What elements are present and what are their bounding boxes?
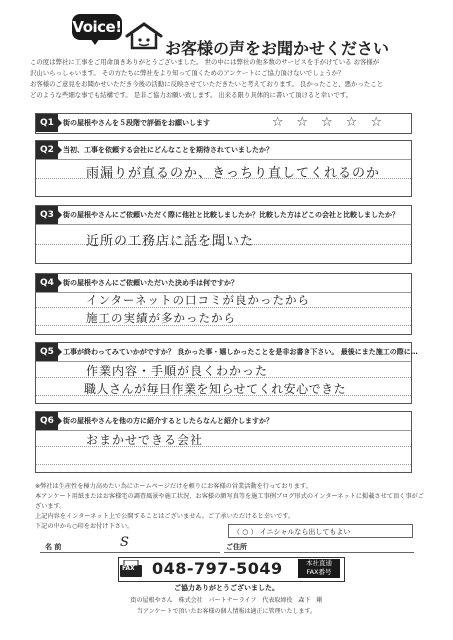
name-field[interactable] (40, 552, 220, 553)
intro-line: この度は弊社に工事をご用命頂きありがとうございました。 世の中には弊社の他多数のサービスを手がけている お客様が (30, 58, 380, 66)
voice-bubble: Voice! (72, 14, 122, 40)
arrow-icon (58, 417, 62, 425)
question-number: Q5 (36, 343, 58, 361)
star-rating[interactable]: ☆☆☆☆☆ (271, 115, 395, 130)
note-line: ※弊社は生産性を極力高めたい為にホームページだけを頼りにお客様の営業活動を行っております。 (35, 483, 312, 490)
question-number: Q4 (36, 274, 58, 292)
answer-text: 雨漏りが直るのか、きっちり直してくれるのか (86, 166, 381, 181)
initial-label: イニシャルなら出してもよい (259, 528, 351, 536)
question-text: 街の屋根やさんを他の方に紹介するとしたらなんと紹介しますか？ (63, 417, 273, 425)
intro-text (30, 57, 425, 101)
question-number: Q2 (36, 141, 58, 159)
arrow-icon (58, 211, 62, 219)
question-number: Q1 (36, 114, 58, 132)
question-text: 工事が終わってみていかがですか？ 良かった事・嬉しかったことを是非お書き下さい。 最後にまた施工の際に… (63, 348, 418, 356)
intro-line: 沢山いらっしゃいます。 その方たちに弊社をより知って頂くためのアンケートにご協力頂けないでしょうか？ (30, 69, 345, 77)
question-text: 街の屋根やさんを５段階で評価をお願いします (63, 119, 210, 127)
question-q1 (35, 113, 412, 134)
answer-rule (36, 464, 411, 465)
question-q3 (35, 205, 412, 264)
question-text: 街の屋根やさんにご依頼いただいた決め手は何ですか？ (63, 279, 238, 287)
intro-line: どのような些細な事でも結構です。 是非ご協力お願い致します。 出来る限り具体的に書いて頂けると幸いです。 (30, 91, 353, 99)
house-icon (124, 21, 164, 51)
question-text: 街の屋根やさんにご依頼いただく際に他社と比較しましたか？比較した方はどこの会社と比較しましたか？ (63, 211, 399, 219)
question-bar (36, 141, 411, 160)
initial-option[interactable] (228, 524, 413, 538)
answer-text: インターネットの口コミが良かったから (86, 293, 310, 307)
address-label: ご住所 (226, 543, 247, 551)
name-value[interactable]: S (120, 535, 129, 550)
question-q6 (35, 411, 412, 473)
page-title: お客様の声をお聞かせください (165, 39, 390, 58)
question-bar (36, 343, 418, 362)
thanks-message: ご協力ありがとうございました。 (174, 584, 279, 592)
answer-text: 近所の工務店に話を聞いた (86, 234, 255, 249)
question-bar (36, 274, 411, 293)
footer-privacy: 当アンケートで頂いたお客様の個人情報は適正に管理いたします。 (136, 608, 317, 615)
arrow-icon (58, 146, 62, 154)
question-text: 当初、工事を依頼する会社にどんなことを期待されていましたか？ (63, 146, 273, 154)
arrow-icon (58, 279, 62, 287)
voice-bubble-tail (90, 38, 100, 45)
initial-mark: （ ○ ） (233, 528, 258, 536)
answer-text: 職人さんが毎日作業を知らせてくれ安心できた (84, 382, 347, 396)
question-number: Q6 (36, 412, 58, 430)
question-bar (36, 412, 411, 431)
footer-company: 街の屋根やさん 株式会社 パートナーライフ 代表取締役 森下 剛 (130, 597, 323, 604)
question-q4 (35, 273, 412, 335)
question-q2 (35, 140, 412, 197)
note-line: 下記の中から○印をお付け下さい。 (35, 523, 134, 530)
intro-line: お客様のご意見をお聞かせいただき今後の活動に反映させていただきたいと考えております。 良かったこと、悪かったこと (30, 80, 384, 88)
arrow-icon (58, 119, 62, 127)
fax-badge (298, 559, 340, 578)
fax-badge-line: 本社直通 (306, 559, 332, 567)
note-line: 本アンケート用紙またはお客様宅の調査風景や施工状況、お客様の顔写真等を施工事例ブログ形式のインターネットに掲載させて頂く事がございます。 (35, 493, 424, 510)
address-field[interactable] (224, 552, 414, 553)
answer-text: 作業内容・手順が良くわかった (86, 364, 269, 378)
answer-text: おまかせできる会社 (86, 433, 204, 447)
fax-badge-line: FAX番号 (306, 568, 332, 576)
arrow-icon (58, 348, 62, 356)
question-bar (36, 114, 411, 132)
note-line: 上記内容をインターネット上で公開することはございません。ご了承いただけると幸いです。 (35, 513, 295, 520)
answer-text: 施工の実績が多かったから (86, 311, 236, 325)
question-number: Q3 (36, 206, 58, 224)
fax-number[interactable]: 048-797-5049 (152, 559, 283, 578)
question-bar (36, 206, 411, 225)
name-label: 名 前 (45, 543, 62, 551)
question-q5 (35, 342, 418, 404)
fax-label: FAX (122, 565, 135, 572)
